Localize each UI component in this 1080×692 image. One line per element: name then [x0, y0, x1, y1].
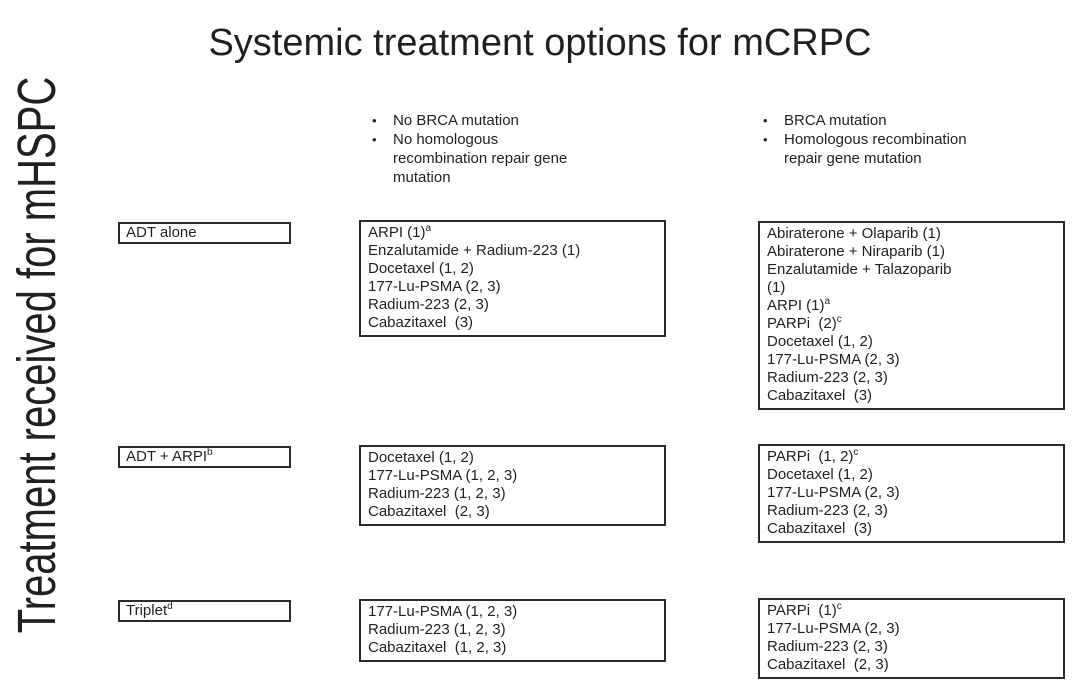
treatment-option	[767, 279, 1056, 297]
superscript-note: a	[824, 296, 831, 307]
treatment-option	[767, 369, 1056, 387]
treatment-option	[368, 224, 657, 242]
treatment-option	[767, 656, 1056, 674]
bullet-text: Homologous recombination repair gene mutation	[784, 131, 967, 167]
treatment-option	[767, 315, 1056, 333]
bullet-text: No BRCA mutation	[393, 112, 519, 129]
treatment-option-text: Cabazitaxel (3)	[767, 520, 873, 537]
options-triplet-mutation	[758, 598, 1065, 679]
treatment-option-text: (1)	[767, 279, 786, 296]
row-label-triplet	[118, 600, 291, 622]
superscript-note: c	[836, 601, 842, 612]
treatment-option	[368, 242, 657, 260]
row-label-text: ADT + ARPI	[126, 448, 208, 465]
treatment-option	[368, 621, 657, 639]
bullet-icon: •	[372, 132, 377, 147]
treatment-option	[767, 387, 1056, 405]
treatment-option	[368, 603, 657, 621]
row-label-text: Triplet	[126, 602, 168, 619]
treatment-option	[368, 467, 657, 485]
treatment-option-text: Cabazitaxel (2, 3)	[767, 656, 889, 673]
treatment-option-text: 177-Lu-PSMA (2, 3)	[368, 278, 501, 295]
treatment-option-text: PARPi (1, 2)	[767, 448, 854, 465]
treatment-option	[767, 225, 1056, 243]
treatment-option-text: 177-Lu-PSMA (2, 3)	[767, 351, 900, 368]
treatment-option	[368, 314, 657, 332]
row-label-text: ADT alone	[126, 224, 197, 241]
treatment-option-text: Radium-223 (1, 2, 3)	[368, 485, 506, 502]
superscript-note: d	[167, 601, 173, 612]
treatment-option-text: 177-Lu-PSMA (2, 3)	[767, 620, 900, 637]
treatment-option	[368, 278, 657, 296]
treatment-option	[767, 602, 1056, 620]
treatment-option	[767, 484, 1056, 502]
treatment-option	[767, 638, 1056, 656]
treatment-option	[767, 620, 1056, 638]
treatment-option-text: Cabazitaxel (3)	[368, 314, 474, 331]
treatment-option-text: Radium-223 (1, 2, 3)	[368, 621, 506, 638]
row-label-adt-arpi	[118, 446, 291, 468]
superscript-note: c	[836, 314, 842, 325]
bullet-icon: •	[763, 132, 768, 147]
treatment-option	[368, 260, 657, 278]
treatment-option	[767, 351, 1056, 369]
superscript-note: b	[207, 447, 213, 458]
treatment-option-text: Radium-223 (2, 3)	[767, 502, 888, 519]
treatment-option-text: Radium-223 (2, 3)	[368, 296, 489, 313]
bullet-text: BRCA mutation	[784, 112, 887, 129]
bullet-icon: •	[372, 113, 377, 128]
treatment-option	[767, 502, 1056, 520]
treatment-option	[767, 466, 1056, 484]
treatment-option-text: Radium-223 (2, 3)	[767, 369, 888, 386]
treatment-option-text: Enzalutamide + Radium-223 (1)	[368, 242, 581, 259]
treatment-option-text: PARPi (1)	[767, 602, 837, 619]
treatment-option	[767, 448, 1056, 466]
row-label-adt-alone	[118, 222, 291, 244]
bullet-item	[372, 111, 573, 130]
treatment-option-text: Docetaxel (1, 2)	[767, 333, 873, 350]
bullet-icon: •	[763, 113, 768, 128]
treatment-option-text: ARPI (1)	[767, 297, 825, 314]
treatment-option	[368, 639, 657, 657]
treatment-option	[767, 243, 1056, 261]
treatment-option	[368, 485, 657, 503]
treatment-option	[767, 261, 1056, 279]
treatment-option-text: Cabazitaxel (2, 3)	[368, 503, 490, 520]
bullet-item	[372, 130, 573, 187]
treatment-option-text: PARPi (2)	[767, 315, 837, 332]
treatment-option-text: Abiraterone + Niraparib (1)	[767, 243, 946, 260]
treatment-option-text: Enzalutamide + Talazoparib	[767, 261, 952, 278]
treatment-option-text: Radium-223 (2, 3)	[767, 638, 888, 655]
treatment-option	[767, 297, 1056, 315]
treatment-option-text: 177-Lu-PSMA (1, 2, 3)	[368, 603, 518, 620]
bullet-item	[763, 111, 981, 130]
column-header-no-mutation	[372, 111, 573, 187]
treatment-option-text: 177-Lu-PSMA (2, 3)	[767, 484, 900, 501]
superscript-note: c	[853, 447, 859, 458]
treatment-option-text: Cabazitaxel (3)	[767, 387, 873, 404]
figure-title: Systemic treatment options for mCRPC	[208, 22, 872, 64]
treatment-option-text: ARPI (1)	[368, 224, 426, 241]
options-adt-alone-mutation	[758, 221, 1065, 410]
bullet-item	[763, 130, 981, 168]
bullet-text: No homologous recombination repair gene mutation	[393, 131, 568, 186]
treatment-option	[767, 520, 1056, 538]
options-adt-arpi-no-mutation	[359, 445, 666, 526]
y-axis-label: Treatment received for mHSPC	[7, 76, 68, 634]
superscript-note: a	[425, 223, 432, 234]
treatment-option	[368, 449, 657, 467]
treatment-option-text: Cabazitaxel (1, 2, 3)	[368, 639, 507, 656]
treatment-option	[368, 296, 657, 314]
treatment-option	[368, 503, 657, 521]
column-header-mutation	[763, 111, 981, 168]
treatment-option-text: Docetaxel (1, 2)	[368, 449, 474, 466]
options-adt-arpi-mutation	[758, 444, 1065, 543]
options-adt-alone-no-mutation	[359, 220, 666, 337]
treatment-option-text: Docetaxel (1, 2)	[767, 466, 873, 483]
treatment-option	[767, 333, 1056, 351]
options-triplet-no-mutation	[359, 599, 666, 662]
treatment-option-text: Docetaxel (1, 2)	[368, 260, 474, 277]
treatment-option-text: 177-Lu-PSMA (1, 2, 3)	[368, 467, 518, 484]
treatment-option-text: Abiraterone + Olaparib (1)	[767, 225, 941, 242]
